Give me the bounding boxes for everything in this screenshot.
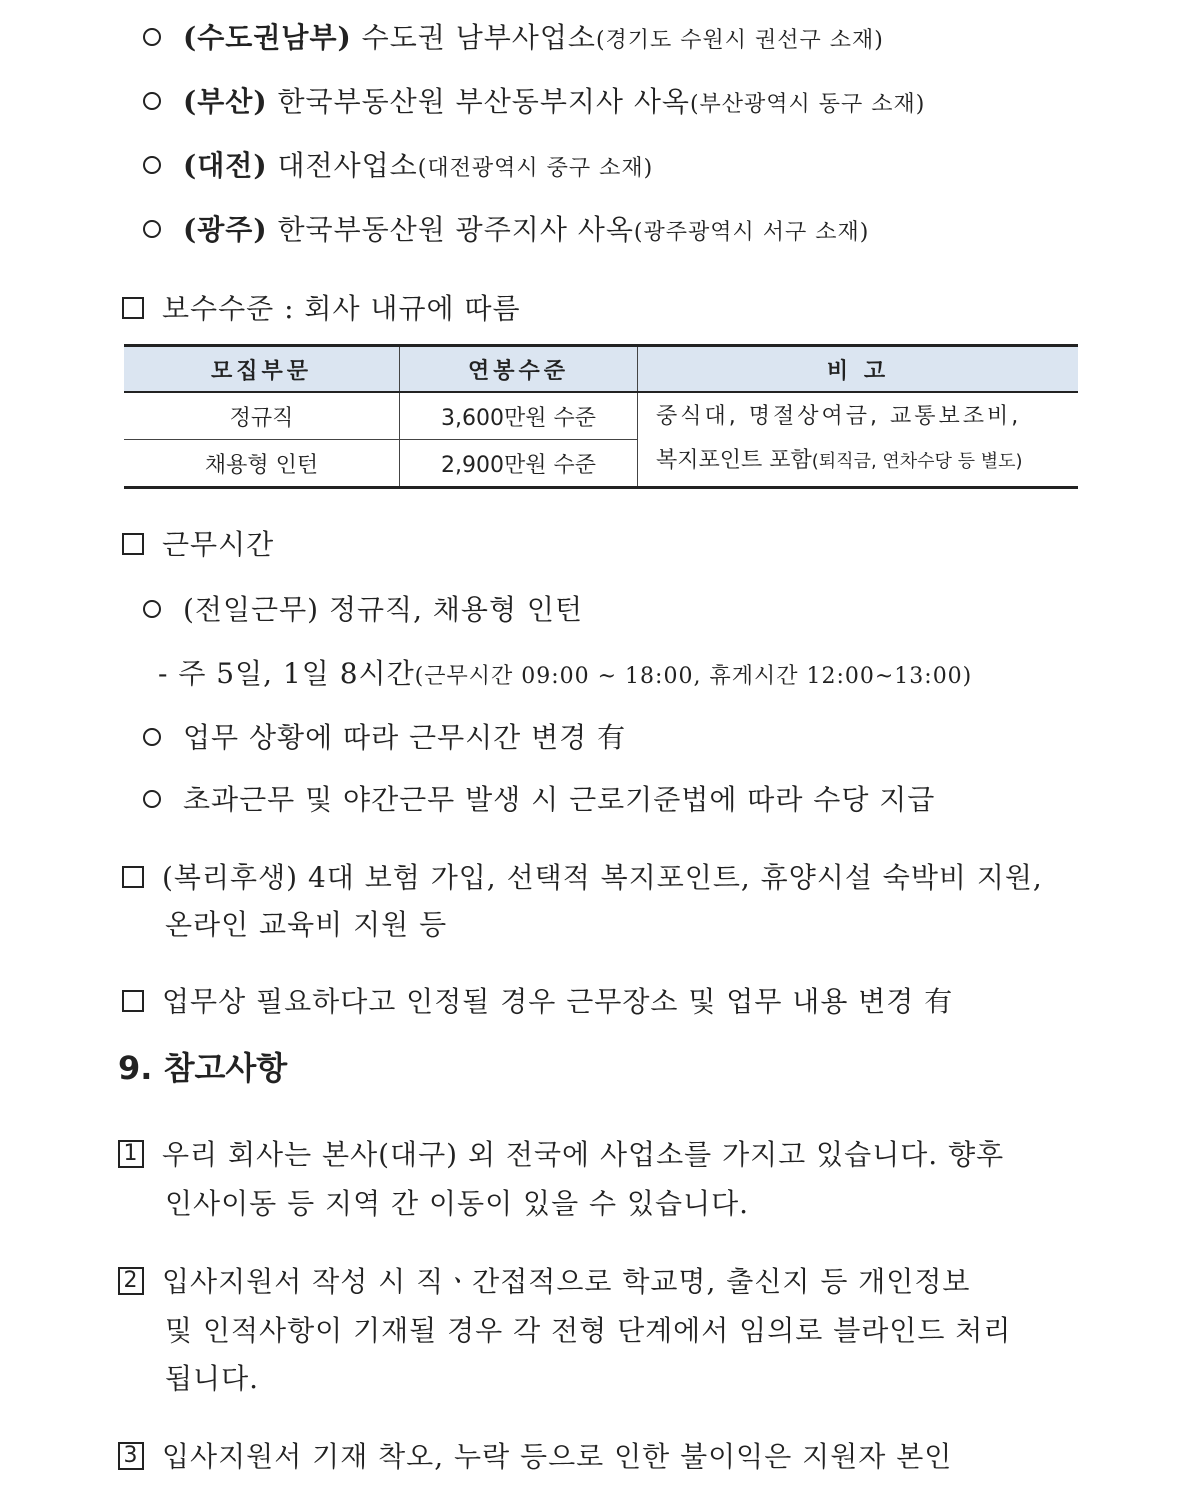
location-tag: (부산)	[183, 85, 268, 118]
circle-bullet-icon	[143, 790, 161, 808]
number-box: 3	[118, 1442, 144, 1470]
header-salary: 연봉수준	[400, 346, 638, 393]
work-item-text: (전일근무) 정규직, 채용형 인턴	[183, 593, 584, 626]
note-line-2	[656, 439, 1077, 484]
location-tag: (대전)	[183, 149, 268, 182]
reference-item	[118, 1133, 1004, 1173]
square-bullet-icon	[122, 866, 144, 888]
work-item-text: 업무 상황에 따라 근무시간 변경 有	[183, 721, 627, 754]
change-note	[122, 980, 953, 1020]
square-bullet-icon	[122, 297, 144, 319]
work-item	[143, 716, 626, 756]
row-dept: 채용형 인턴	[124, 440, 400, 488]
location-note: (경기도 수원시 권선구 소재)	[595, 28, 884, 53]
circle-bullet-icon	[143, 156, 161, 174]
location-tag: (광주)	[183, 213, 268, 246]
location-name: 한국부동산원 부산동부지사 사옥	[267, 85, 690, 118]
header-dept: 모집부문	[124, 346, 400, 393]
row-salary: 2,900만원 수준	[400, 440, 638, 488]
note-line-1: 중식대, 명절상여금, 교통보조비,	[656, 404, 1022, 429]
square-bullet-icon	[122, 533, 144, 555]
reference-line: 입사지원서 작성 시 직ㆍ간접적으로 학교명, 출신지 등 개인정보	[162, 1265, 971, 1298]
circle-bullet-icon	[143, 728, 161, 746]
row-note	[638, 392, 1079, 488]
pay-table-header	[124, 346, 1078, 393]
welfare-line-2: 온라인 교육비 지원 등	[165, 908, 448, 941]
square-bullet-icon	[122, 990, 144, 1012]
work-subitem-note: (근무시간 09:00 ~ 18:00, 휴게시간 12:00~13:00)	[414, 664, 973, 689]
reference-item	[118, 1435, 952, 1475]
reference-line: 됩니다.	[165, 1362, 260, 1395]
circle-bullet-icon	[143, 28, 161, 46]
location-note: (대전광역시 중구 소재)	[417, 156, 654, 181]
row-dept: 정규직	[124, 392, 400, 440]
change-note-text: 업무상 필요하다고 인정될 경우 근무장소 및 업무 내용 변경 有	[162, 985, 954, 1018]
reference-item	[118, 1260, 970, 1300]
pay-title-text: 보수수준 : 회사 내규에 따름	[162, 292, 521, 325]
work-title-text: 근무시간	[162, 528, 275, 561]
work-item-text: 초과근무 및 야간근무 발생 시 근로기준법에 따라 수당 지급	[183, 783, 936, 816]
header-note: 비 고	[638, 346, 1079, 393]
work-title	[122, 523, 274, 563]
work-item	[143, 778, 935, 818]
pay-title	[122, 287, 521, 327]
reference-line: 우리 회사는 본사(대구) 외 전국에 사업소를 가지고 있습니다. 향후	[162, 1138, 1005, 1171]
table-row	[124, 392, 1078, 440]
welfare-text: (복리후생) 4대 보험 가입, 선택적 복지포인트, 휴양시설 숙박비 지원,	[162, 861, 1043, 894]
circle-bullet-icon	[143, 220, 161, 238]
location-item	[143, 144, 653, 184]
location-tag: (수도권남부)	[183, 21, 352, 54]
location-item	[143, 80, 925, 120]
reference-line: 입사지원서 기재 착오, 누락 등으로 인한 불이익은 지원자 본인	[162, 1440, 953, 1473]
work-subitem	[158, 652, 972, 692]
section-heading: 9. 참고사항	[118, 1049, 288, 1087]
pay-table	[124, 344, 1078, 489]
location-item	[143, 16, 884, 56]
reference-line: 및 인적사항이 기재될 경우 각 전형 단계에서 임의로 블라인드 처리	[165, 1314, 1012, 1347]
row-salary: 3,600만원 수준	[400, 392, 638, 440]
circle-bullet-icon	[143, 600, 161, 618]
location-name: 한국부동산원 광주지사 사옥	[267, 213, 634, 246]
note-line-2-small: (퇴직금, 연차수당 등 별도)	[811, 451, 1023, 472]
note-line-2-main: 복지포인트 포함	[656, 448, 812, 473]
number-box: 1	[118, 1140, 144, 1168]
work-item	[143, 588, 583, 628]
welfare-line-1	[122, 856, 1043, 896]
location-note: (부산광역시 동구 소재)	[689, 92, 926, 117]
circle-bullet-icon	[143, 92, 161, 110]
location-note: (광주광역시 서구 소재)	[633, 220, 870, 245]
reference-line: 인사이동 등 지역 간 이동이 있을 수 있습니다.	[165, 1187, 750, 1220]
location-name: 수도권 남부사업소	[351, 21, 596, 54]
location-item	[143, 208, 869, 248]
number-box: 2	[118, 1267, 144, 1295]
location-name: 대전사업소	[267, 149, 418, 182]
work-subitem-main: - 주 5일, 1일 8시간	[158, 657, 415, 690]
